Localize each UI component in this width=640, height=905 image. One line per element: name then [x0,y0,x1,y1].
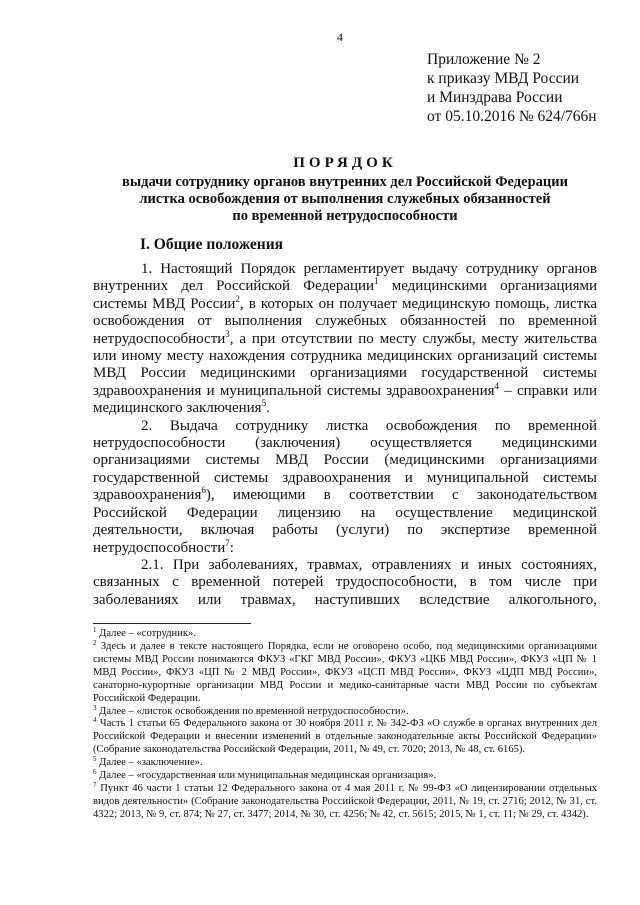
document-title: ПОРЯДОК [293,155,397,171]
footnote [93,770,597,783]
footnote-number: 2 [93,639,97,648]
paragraph [93,557,597,609]
paragraph-text: . [266,400,270,417]
subtitle-line: листка освобождения от выполнения служебных обязанностей [139,191,551,207]
footnote-number: 1 [93,626,97,635]
subtitle-line: выдачи сотруднику органов внутренних дел Российской Федерации [122,174,568,190]
paragraph [93,418,597,557]
footnote [93,757,597,770]
paragraph-text: 2.1. При заболеваниях, травмах, отравлениях и иных состояниях, связанных с временной потерей трудоспособности, в том числе при заболеваниях или травмах, наступивших вследствие алкогольного, [93,556,597,608]
footnote-ref: 7 [225,537,230,548]
footnote-ref: 2 [235,293,240,304]
paragraph-text: медицинскими организациями системы МВД России [93,278,597,312]
paragraph [93,261,597,418]
paragraph-text: – справки или медицинского заключения [93,382,597,417]
footnote-number: 7 [93,781,97,789]
footnotes [93,628,597,822]
footnote-ref: 1 [374,276,379,287]
header-line: от 05.10.2016 № 624/766н [427,108,597,125]
appendix-header [427,50,597,126]
body-text [93,261,597,609]
footnote-ref: 6 [201,485,206,496]
paragraph-text: , в которых он получает медицинскую помощь, листка освобождения от выполнения служебных обязанностей по временной нетрудоспособности [93,295,597,347]
footnote-text: Далее – «сотрудник». [96,628,196,640]
page-content [93,261,597,822]
subtitle-line: по временной нетрудоспособности [232,208,458,224]
paragraph-text: 2. Выдача сотруднику листка освобождения по временной нетрудоспособности (заключения) осуществляется медицинскими организациями системы МВД России (медицинскими организациями государственной системы здравоохранения и муниципальной системы здравоохранения [93,417,597,504]
footnote-ref: 5 [261,398,267,409]
footnote-ref: 3 [225,328,230,339]
footnote-text: Здесь и далее в тексте настоящего Порядка, если не оговорено особо, под медицинскими организациями системы МВД России понимаются ФКУЗ «ГКГ МВД России», ФКУЗ «ЦКБ МВД России», ФКУЗ «ЦП № 1 МВД России», ФКУЗ «ЦП № 2 МВД России», ФКУЗ «ЦСП МВД России», ФКУЗ «ЦДП МВД России», санаторно-курортные организации МВД России и медико-санитарные части МВД России по субъектам Российской Федерации. [93,641,597,704]
paragraph-text: , а при отсутствии по месту службы, месту жительства или иному месту нахождения сотрудника медицинских организаций системы МВД России медицинскими организациями государственной системы здравоохранения и муниципальной системы здравоохранения [93,330,597,399]
footnote-text: Далее – «заключение». [96,757,203,769]
footnote-text: Часть 1 статьи 65 Федерального закона от 30 ноября 2011 г. № 342-ФЗ «О службе в органах внутренних дел Российской Федерации и внесении изменений в отдельные законодательные акты Российской Федерации» (Собрание законодательства Российской Федерации, 2011, № 49, ст. 7020; 2013, № 48, ст. 6165). [93,718,597,756]
footnote-number: 3 [93,703,97,712]
footnote-text: Далее – «листок освобождения по временной нетрудоспособности». [96,705,409,717]
page-number: 4 [337,30,343,44]
header-line: и Минздрава России [427,89,563,106]
paragraph-text: : [229,539,234,556]
footnote-number: 4 [93,716,97,725]
paragraph-text: 1. Настоящий Порядок регламентирует выдачу сотруднику органов внутренних дел Российской Федерации [93,261,597,295]
footnote [93,641,597,706]
footnote-text: Далее – «государственная или муниципальная медицинская организация». [96,770,437,782]
section-heading: I. Общие положения [140,236,284,253]
footnote [93,718,597,757]
footnote [93,703,597,719]
footnote-ref: 4 [494,380,500,391]
footnote-divider [93,623,251,624]
footnote [93,628,597,641]
footnote-number: 5 [93,755,97,764]
header-line: Приложение № 2 [427,51,541,68]
footnote-text: Пункт 46 части 1 статьи 12 Федерального закона от 4 мая 2011 г. № 99-ФЗ «О лицензировании отдельных видов деятельности» (Собрание законодательства Российской Федерации, 2011, № 19, ст. 2716; 2012, № 31, ст. 4322; 2013, № 9, ст. 874; № 27, ст. 3477; 2014, № 30, ст. 4256; № 42, ст. 5615; 2015, № 1, ст. 11; № 29, ст. 4342). [93,783,597,820]
document-subtitle [93,174,597,225]
paragraph-text: ), имеющими в соответствии с законодательством Российской Федерации лицензию на осуществление медицинской деятельности, включая работы (услуги) по экспертизе временной нетрудоспособности [93,487,597,556]
footnote-number: 6 [93,768,97,777]
footnote [93,783,597,822]
header-line: к приказу МВД России [427,70,580,87]
